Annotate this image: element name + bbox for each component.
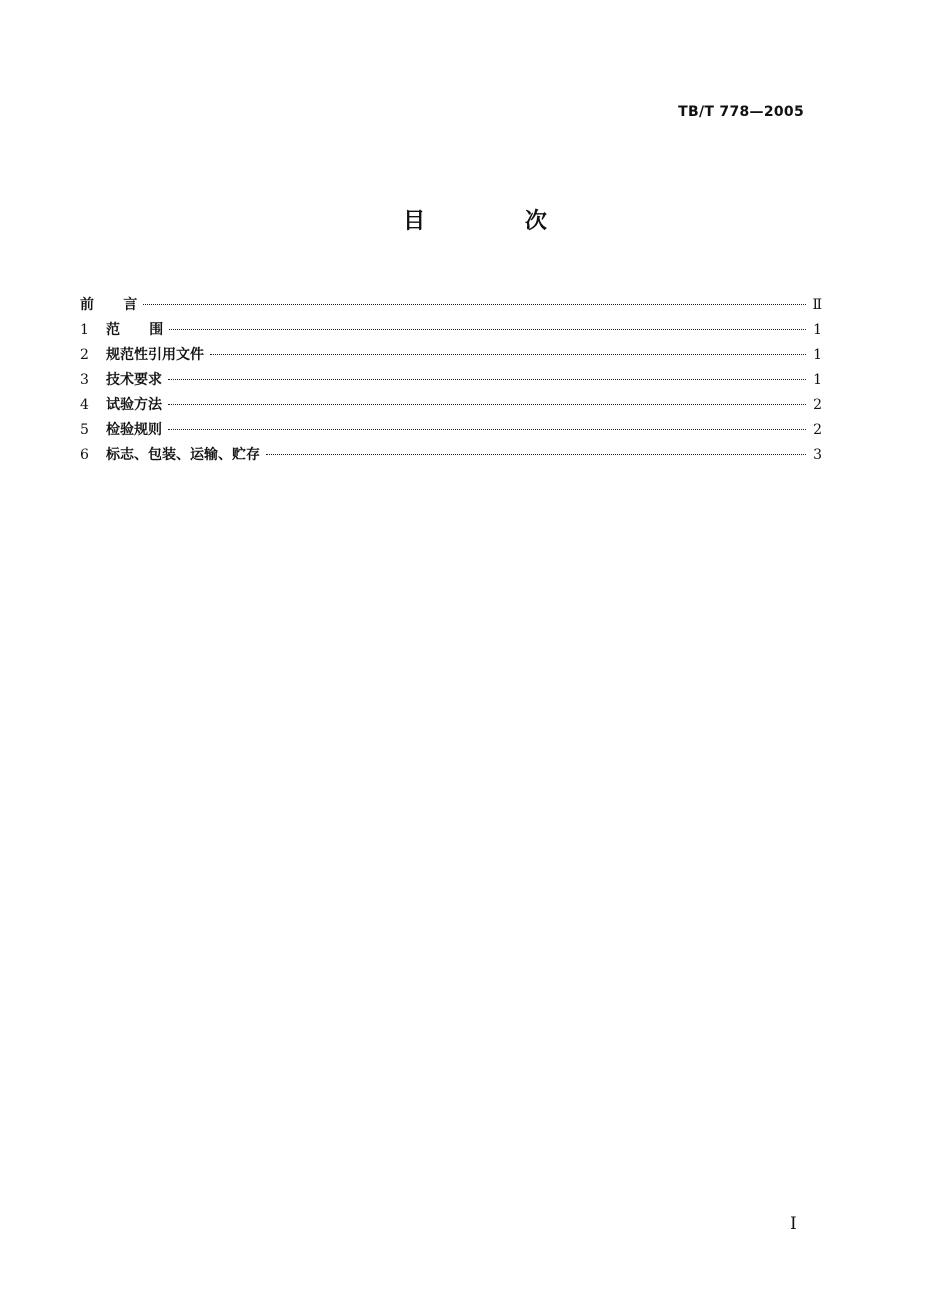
- toc-entry-number: 1: [80, 322, 89, 338]
- toc-leader-dots: [169, 329, 806, 330]
- toc-entry-number: 2: [80, 347, 89, 363]
- toc-entry-page: Ⅱ: [812, 297, 822, 313]
- standard-code: TB/T 778—2005: [678, 104, 804, 120]
- toc-entry-inspection-rules[interactable]: [80, 420, 822, 445]
- toc-entry-page: 1: [813, 372, 822, 388]
- toc-entry-number: 3: [80, 372, 89, 388]
- toc-entry-number: 5: [80, 422, 89, 438]
- page-title: 目 次: [403, 209, 593, 234]
- page-number: Ⅰ: [790, 1214, 797, 1234]
- toc-leader-dots: [266, 454, 806, 455]
- toc-entry-number: 6: [80, 447, 89, 463]
- toc-entry-label: 标志、包装、运输、贮存: [106, 447, 260, 463]
- toc-entry-marking-packaging[interactable]: [80, 445, 822, 470]
- toc-entry-label: 检验规则: [106, 422, 162, 438]
- toc-leader-dots: [168, 404, 806, 405]
- toc-entry-label: 范 围: [106, 322, 164, 338]
- toc-entry-page: 3: [813, 447, 822, 463]
- toc-entry-foreword[interactable]: [80, 295, 822, 320]
- toc-entry-scope[interactable]: [80, 320, 822, 345]
- toc-leader-dots: [143, 304, 806, 305]
- toc-entry-page: 1: [813, 322, 822, 338]
- toc-leader-dots: [210, 354, 806, 355]
- toc-entry-label: 技术要求: [106, 372, 162, 388]
- toc-entry-technical-requirements[interactable]: [80, 370, 822, 395]
- toc-leader-dots: [168, 379, 806, 380]
- toc-entry-label: 规范性引用文件: [106, 347, 204, 363]
- table-of-contents: [80, 295, 822, 470]
- toc-entry-label: 前 言: [80, 297, 138, 313]
- toc-leader-dots: [168, 429, 806, 430]
- toc-entry-page: 1: [813, 347, 822, 363]
- toc-entry-test-methods[interactable]: [80, 395, 822, 420]
- toc-entry-page: 2: [813, 422, 822, 438]
- toc-entry-number: 4: [80, 397, 89, 413]
- toc-entry-label: 试验方法: [106, 397, 162, 413]
- toc-entry-normative-references[interactable]: [80, 345, 822, 370]
- toc-entry-page: 2: [813, 397, 822, 413]
